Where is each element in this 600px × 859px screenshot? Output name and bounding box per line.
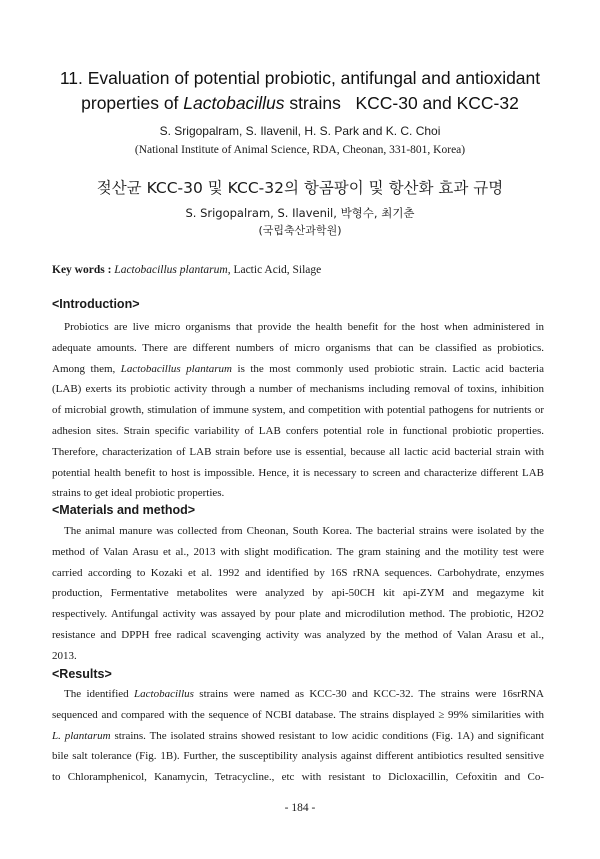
results-heading: <Results> — [52, 667, 112, 681]
methods-line-7: 2013. — [52, 649, 77, 662]
intro-line-2: adequate amounts. There are different numbers of micro organisms that can be classified as probiotics. — [52, 341, 544, 354]
methods-line-3: carried according to Kozaki et al. 1992 and identified by 16S rRNA sequences. Carbohydrate, enzymes — [52, 566, 544, 579]
title-genus: Lactobacillus — [183, 93, 285, 113]
intro-line-4: (LAB) exerts its probiotic activity through a number of mechanisms including removal of toxins, inhibition — [52, 383, 544, 396]
keyword-italic: Lactobacillus plantarum — [114, 264, 228, 276]
results-line-3b: strains. The isolated strains showed resistant to low acidic conditions (Fig. 1A) and significant — [110, 729, 544, 742]
introduction-body — [52, 317, 544, 504]
authors: S. Srigopalram, S. Ilavenil, H. S. Park and K. C. Choi — [159, 124, 441, 138]
intro-line-3b: is the most commonly used probiotic strain. Lactic acid bacteria — [237, 362, 544, 375]
results-line-4: bile salt tolerance (Fig. 1B). Further, the susceptibility analysis against different antibiotics resulted sensitive — [52, 750, 544, 763]
results-line-1b: strains were named as KCC-30 and KCC-32. The strains were 16srRNA — [193, 688, 544, 700]
korean-title: 젖산균 KCC-30 및 KCC-32의 항곰팡이 및 항산화 효과 규명 — [96, 179, 504, 197]
title-text: properties of — [81, 93, 184, 113]
korean-affiliation: (국립축산과학원) — [258, 224, 342, 237]
intro-line-7: Therefore, characterization of LAB strain before use is essential, because all lactic acid bacterial strain with — [52, 445, 544, 458]
korean-authors: S. Srigopalram, S. Ilavenil, 박형수, 최기춘 — [185, 206, 415, 220]
methods-line-4: production, Fermentative metabolites were analyzed by api-50CH kit api-ZYM and megazyme kit — [52, 587, 544, 600]
title-line-2 — [0, 91, 600, 116]
keywords — [52, 262, 552, 278]
methods-body — [52, 521, 544, 667]
results-body — [52, 684, 544, 788]
title-line-1: 11. Evaluation of potential probiotic, antifungal and antioxidant — [59, 68, 541, 88]
results-line-1a: The identified — [64, 688, 135, 700]
methods-line-2: method of Valan Arasu et al., 2013 with slight modification. The gram staining and the motility test were — [52, 545, 544, 558]
intro-italic-term: Lactobacillus plantarum — [120, 362, 232, 375]
intro-line-9: strains to get ideal probiotic properties. — [52, 487, 225, 500]
methods-heading: <Materials and method> — [52, 503, 196, 517]
results-line-5: to Chloramphenicol, Kanamycin, Tetracycline., etc with resistant to Dicloxacillin, Cefoxitin and Co- — [52, 771, 544, 784]
intro-line-6: adhesion sites. Strain specific variability of LAB confers potential role in functional probiotic properties. — [52, 424, 544, 437]
affiliation: (National Institute of Animal Science, RDA, Cheonan, 331-801, Korea) — [134, 144, 466, 156]
title-text-end: strains KCC-30 and KCC-32 — [284, 93, 519, 113]
intro-line-5: of microbial growth, stimulation of immune system, and competition with potential pathogens for nutrients or — [52, 404, 544, 417]
introduction-heading: <Introduction> — [52, 297, 140, 311]
intro-line-3a: Among them, — [52, 362, 121, 375]
results-species: L. plantarum — [52, 729, 111, 742]
intro-line-3 — [52, 359, 544, 380]
keywords-rest: , Lactic Acid, Silage — [227, 264, 322, 276]
methods-line-6: resistance and DPPH free radical scavenging activity was analyzed by the method of Valan Arasu et al., — [52, 628, 544, 641]
intro-line-8: potential health benefit to host is impossible. Hence, it is necessary to screen and characterize different LAB — [52, 466, 544, 479]
paper-title — [0, 66, 600, 116]
methods-line-5: respectively. Antifungal activity was assayed by pour plate and microdilution method. The probiotic, H2O2 — [52, 608, 544, 621]
results-line-1 — [52, 684, 544, 705]
methods-line-1: The animal manure was collected from Cheonan, South Korea. The bacterial strains were isolated by the — [64, 525, 544, 537]
results-line-2: sequenced and compared with the sequence of NCBI database. The strains displayed ≥ 99% similarities with — [52, 708, 544, 721]
intro-line-1: Probiotics are live micro organisms that provide the health benefit for the host when administered in — [64, 321, 544, 333]
keywords-label: Key words : — [52, 264, 115, 276]
results-genus: Lactobacillus — [134, 688, 194, 700]
results-line-3 — [52, 726, 544, 747]
page-number: - 184 - — [284, 802, 316, 814]
